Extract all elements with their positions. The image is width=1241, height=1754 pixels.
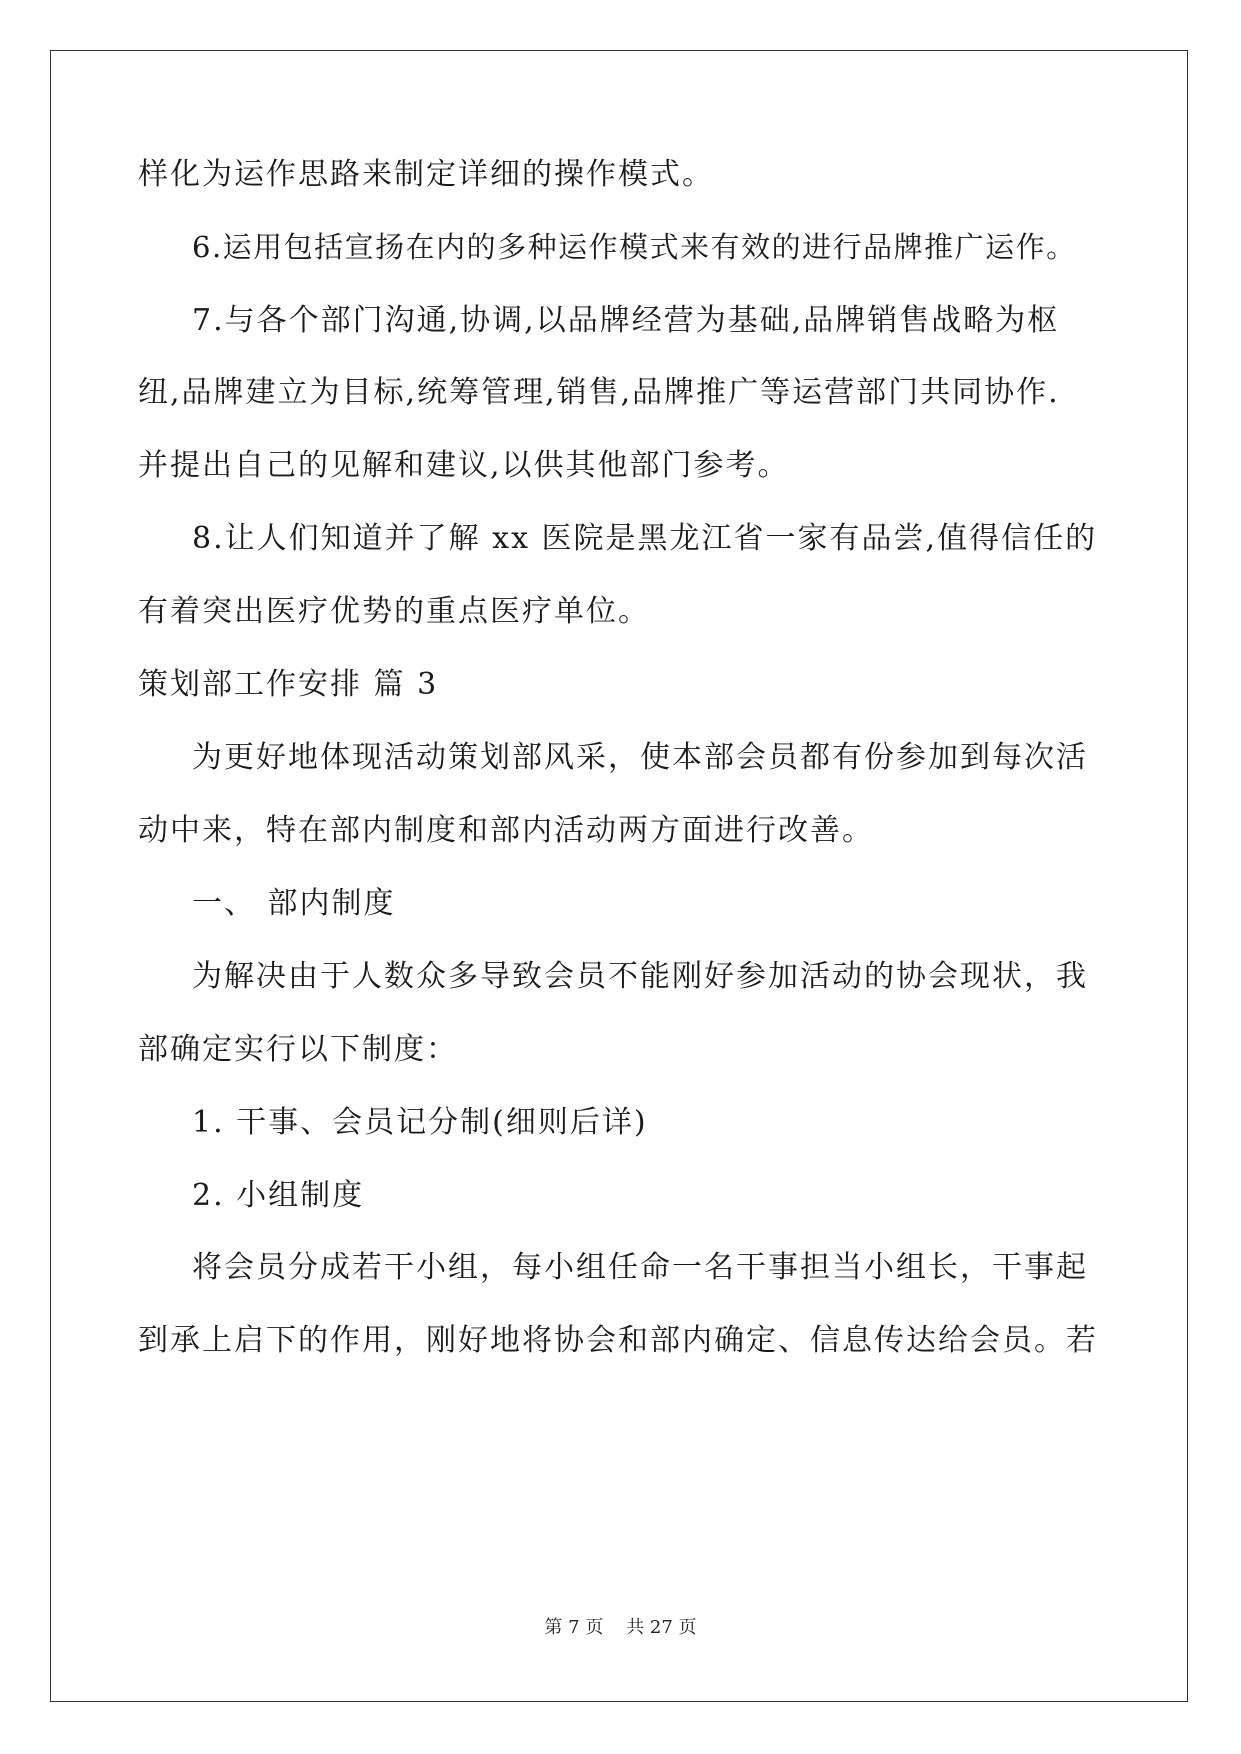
body-line: 有着突出医疗优势的重点医疗单位。 [138,594,650,629]
list-item: 8.让人们知道并了解 xx 医院是黑龙江省一家有品尝,值得信任的 [192,521,1098,556]
subsection-heading: 一、 部内制度 [192,886,396,921]
paragraph-line: 将会员分成若干小组，每小组任命一名干事担当小组长，干事起 [192,1250,1088,1285]
body-line: 并提出自己的见解和建议,以供其他部门参考。 [138,448,790,483]
page-border [50,50,1188,1702]
paragraph-line: 为更好地体现活动策划部风采，使本部会员都有份参加到每次活 [192,740,1088,775]
body-line: 动中来，特在部内制度和部内活动两方面进行改善。 [138,813,874,848]
list-item: 6.运用包括宣扬在内的多种运作模式来有效的进行品牌推广运作。 [192,230,1077,264]
section-heading: 策划部工作安排 篇 3 [138,667,439,702]
list-item: 1. 干事、会员记分制(细则后详) [192,1105,648,1140]
body-line: 纽,品牌建立为目标,统筹管理,销售,品牌推广等运营部门共同协作. [138,375,1060,410]
body-line: 样化为运作思路来制定详细的操作模式。 [138,157,714,192]
body-line: 部确定实行以下制度： [138,1032,458,1067]
list-item: 7.与各个部门沟通,协调,以品牌经营为基础,品牌销售战略为枢 [192,303,1060,338]
list-item: 2. 小组制度 [192,1178,365,1213]
page-number-footer: 第 7 页 共 27 页 [544,1617,697,1638]
paragraph-line: 为解决由于人数众多导致会员不能刚好参加活动的协会现状，我 [192,959,1088,994]
body-line: 到承上启下的作用，刚好地将协会和部内确定、信息传达给会员。若 [138,1323,1098,1358]
